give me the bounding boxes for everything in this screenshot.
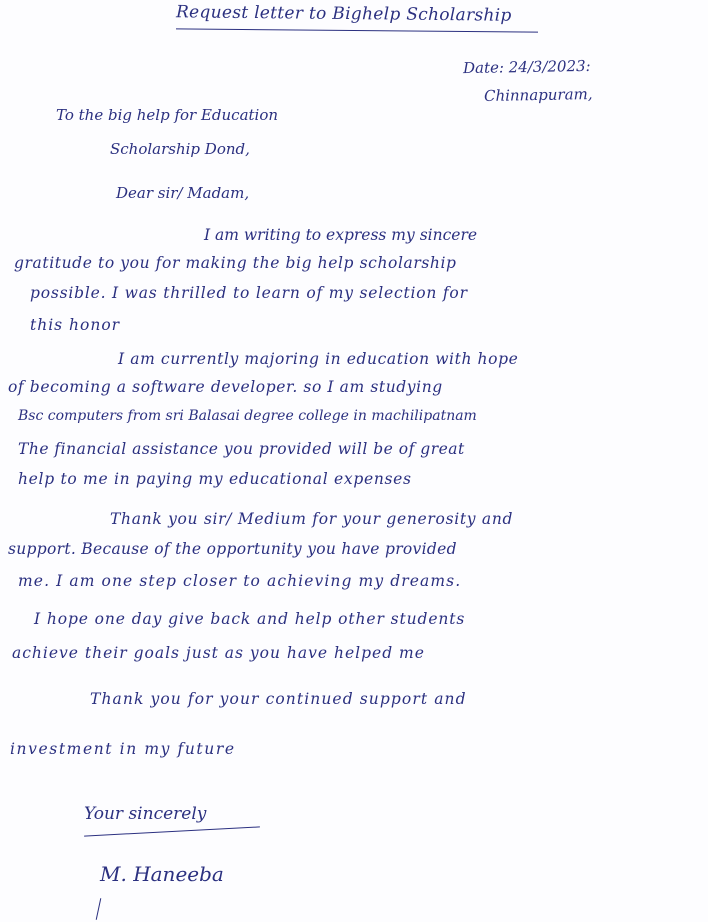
body-line: The financial assistance you provided will be of great bbox=[18, 440, 465, 458]
address-line-2: Scholarship Dond, bbox=[110, 140, 250, 158]
title-underline bbox=[176, 28, 538, 32]
body-line: Thank you sir/ Medium for your generosity and bbox=[110, 510, 514, 528]
body-line: help to me in paying my educational expenses bbox=[18, 470, 412, 488]
body-line: I am currently majoring in education with hope bbox=[118, 350, 519, 368]
closing: Your sincerely bbox=[84, 804, 207, 824]
letter-place: Chinnapuram, bbox=[483, 85, 593, 105]
signature-stroke bbox=[96, 898, 102, 920]
body-line: achieve their goals just as you have helped me bbox=[12, 644, 425, 662]
letter-title: Request letter to Bighelp Scholarship bbox=[175, 2, 512, 26]
body-line: of becoming a software developer. so I am studying bbox=[8, 378, 443, 396]
body-line: possible. I was thrilled to learn of my selection for bbox=[30, 284, 468, 302]
closing-underline bbox=[84, 826, 260, 836]
signature: M. Haneeba bbox=[100, 862, 224, 886]
body-line: I am writing to express my sincere bbox=[204, 226, 478, 244]
body-line: I hope one day give back and help other students bbox=[34, 610, 466, 628]
address-line-1: To the big help for Education bbox=[56, 106, 279, 124]
body-line: me. I am one step closer to achieving my dreams. bbox=[18, 572, 462, 590]
body-line: investment in my future bbox=[10, 740, 236, 758]
body-line: Bsc computers from sri Balasai degree college in machilipatnam bbox=[18, 408, 477, 424]
body-line: support. Because of the opportunity you have provided bbox=[8, 540, 457, 558]
body-line: this honor bbox=[30, 316, 121, 334]
salutation: Dear sir/ Madam, bbox=[116, 184, 250, 202]
body-line: Thank you for your continued support and bbox=[90, 690, 467, 708]
letter-date: Date: 24/3/2023: bbox=[462, 56, 591, 78]
body-line: gratitude to you for making the big help scholarship bbox=[14, 254, 457, 272]
